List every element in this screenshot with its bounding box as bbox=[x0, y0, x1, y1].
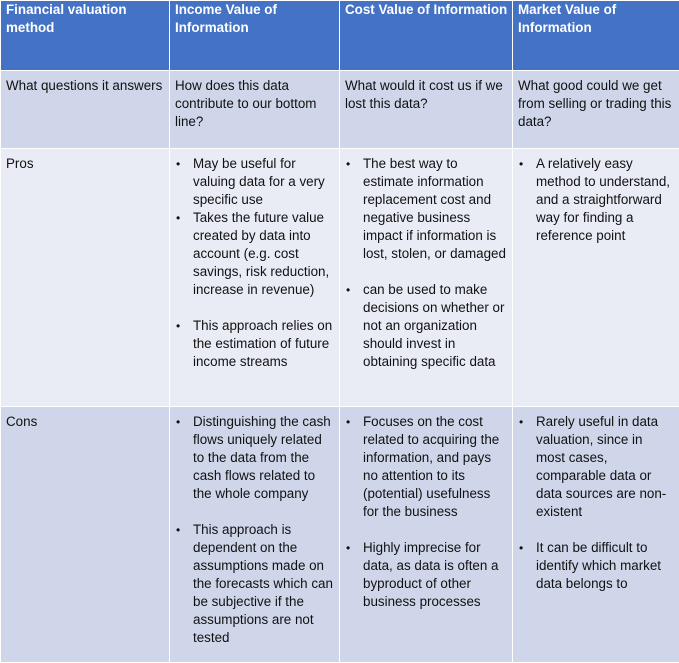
bullet-icon: • bbox=[346, 281, 350, 299]
cons-income-cell bbox=[170, 407, 340, 663]
list-item-text: Focuses on the cost related to acquiring the information, and pays no attention to its (potential) usefulness for the business bbox=[363, 414, 499, 519]
bullet-icon: • bbox=[346, 155, 350, 173]
list-item-text: The best way to estimate information replacement cost and negative business impact if information is lost, stolen, or damaged bbox=[363, 156, 506, 261]
list-item bbox=[175, 155, 335, 209]
pros-cost-list bbox=[345, 155, 508, 371]
bullet-icon: • bbox=[176, 413, 180, 431]
bullet-icon: • bbox=[519, 155, 523, 173]
list-item-text: Rarely useful in data valuation, since in most cases, comparable data or data sources are non-existent bbox=[536, 414, 666, 519]
list-item-text: This approach relies on the estimation of future income streams bbox=[193, 318, 332, 369]
list-item bbox=[175, 317, 335, 371]
header-market-value: Market Value of Information bbox=[513, 1, 679, 71]
bullet-icon: • bbox=[176, 317, 180, 335]
list-item bbox=[345, 539, 508, 611]
bullet-icon: • bbox=[176, 521, 180, 539]
list-item bbox=[175, 413, 335, 503]
list-item bbox=[175, 209, 335, 299]
questions-cost-cell: What would it cost us if we lost this data? bbox=[340, 71, 513, 149]
cons-market-list bbox=[518, 413, 675, 593]
list-item bbox=[345, 413, 508, 521]
bullet-icon: • bbox=[519, 413, 523, 431]
list-item-text: May be useful for valuing data for a very specific use bbox=[193, 156, 325, 207]
list-item-text: Takes the future value created by data into account (e.g. cost savings, risk reduction, increase in revenue) bbox=[193, 210, 329, 297]
table-row-questions bbox=[1, 71, 679, 149]
cons-cost-list bbox=[345, 413, 508, 611]
questions-income-cell: How does this data contribute to our bottom line? bbox=[170, 71, 340, 149]
cons-market-cell bbox=[513, 407, 679, 663]
list-item bbox=[345, 155, 508, 263]
list-item-text: Distinguishing the cash flows uniquely related to the data from the cash flows related to the whole company bbox=[193, 414, 331, 501]
pros-cost-cell bbox=[340, 149, 513, 407]
table-row-cons bbox=[1, 407, 679, 663]
pros-income-list bbox=[175, 155, 335, 371]
bullet-icon: • bbox=[346, 413, 350, 431]
row-label-cons: Cons bbox=[1, 407, 170, 663]
row-label-questions: What questions it answers bbox=[1, 71, 170, 149]
cons-income-list bbox=[175, 413, 335, 647]
list-item bbox=[518, 539, 675, 593]
bullet-icon: • bbox=[346, 539, 350, 557]
questions-market-cell: What good could we get from selling or trading this data? bbox=[513, 71, 679, 149]
pros-income-cell bbox=[170, 149, 340, 407]
bullet-icon: • bbox=[176, 155, 180, 173]
list-item-text: This approach is dependent on the assumptions made on the forecasts which can be subjective if the assumptions are not tested bbox=[193, 522, 333, 645]
list-item bbox=[175, 521, 335, 647]
list-item bbox=[518, 413, 675, 521]
list-item-text: Highly imprecise for data, as data is often a byproduct of other business processes bbox=[363, 540, 499, 609]
bullet-icon: • bbox=[176, 209, 180, 227]
list-item-text: A relatively easy method to understand, and a straightforward way for finding a reference point bbox=[536, 156, 670, 243]
header-cost-value: Cost Value of Information bbox=[340, 1, 513, 71]
header-row bbox=[1, 1, 679, 71]
table-row-pros bbox=[1, 149, 679, 407]
list-item-text: It can be difficult to identify which market data belongs to bbox=[536, 540, 661, 591]
pros-market-cell bbox=[513, 149, 679, 407]
header-method: Financial valuation method bbox=[1, 1, 170, 71]
header-income-value: Income Value of Information bbox=[170, 1, 340, 71]
pros-market-list bbox=[518, 155, 675, 245]
cons-cost-cell bbox=[340, 407, 513, 663]
row-label-pros: Pros bbox=[1, 149, 170, 407]
list-item bbox=[518, 155, 675, 245]
list-item bbox=[345, 281, 508, 371]
list-item-text: can be used to make decisions on whether or not an organization should invest in obtaining specific data bbox=[363, 282, 504, 369]
bullet-icon: • bbox=[519, 539, 523, 557]
